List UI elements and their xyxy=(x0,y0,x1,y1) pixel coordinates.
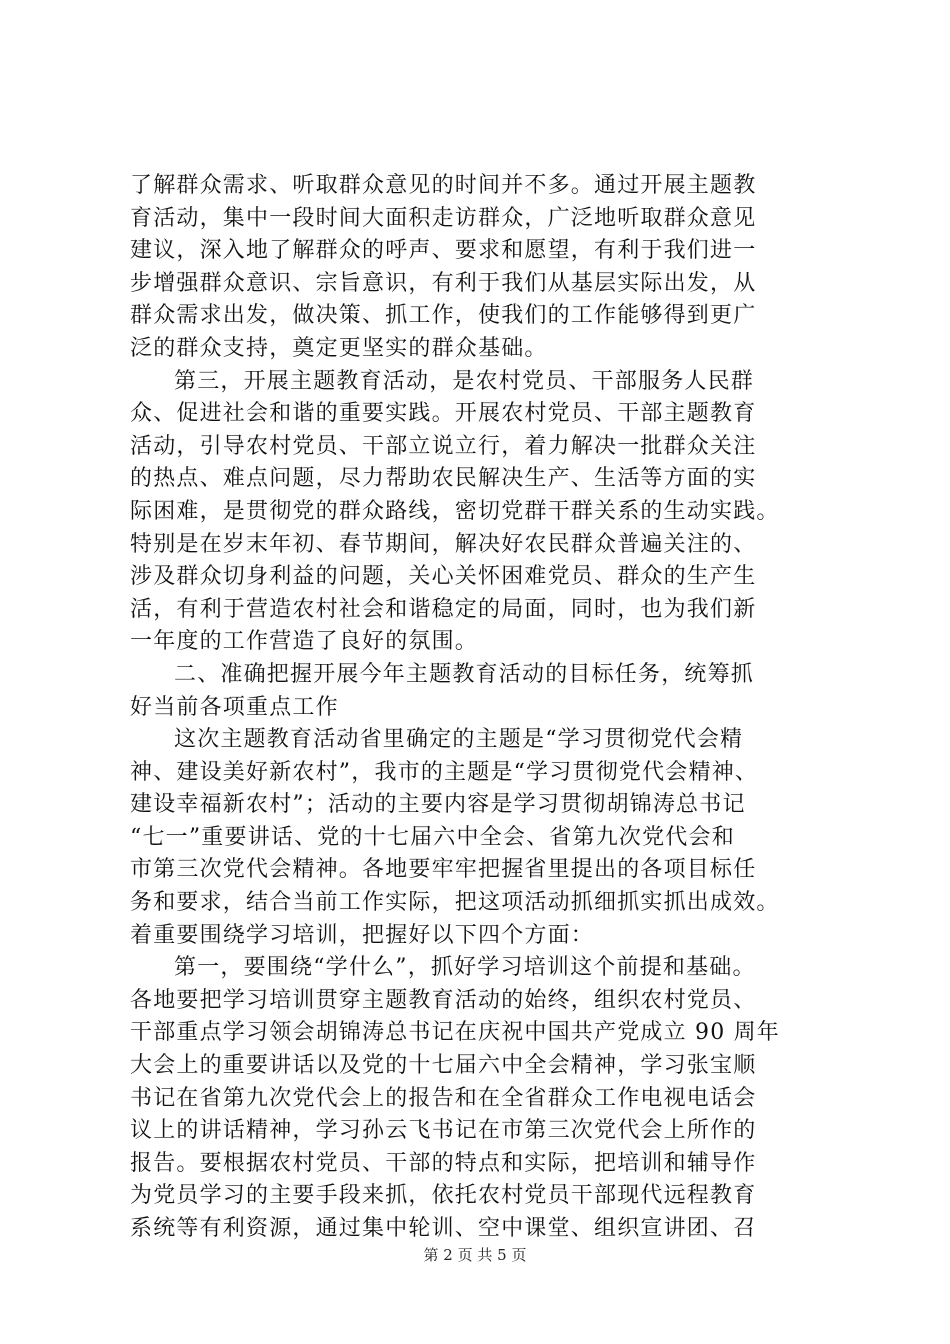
text-line: 特别是在岁末年初、春节期间，解决好农民群众普遍关注的、 xyxy=(130,531,757,557)
text-line: 一年度的工作营造了良好的氛围。 xyxy=(130,629,479,655)
text-line: 涉及群众切身利益的问题，关心关怀困难党员、群众的生产生 xyxy=(130,564,757,590)
text-line: 了解群众需求、听取群众意见的时间并不多。通过开展主题教 xyxy=(130,173,757,198)
text-line: 建设幸福新农村”；活动的主要内容是学习贯彻胡锦涛总书记 xyxy=(130,792,746,818)
text-line: 干部重点学习领会胡锦涛总书记在庆祝中国共产党成立 90 周年 xyxy=(130,1020,780,1046)
text-line: 活，有利于营造农村社会和谐稳定的局面，同时，也为我们新 xyxy=(130,596,757,622)
document-body xyxy=(130,170,830,1246)
text-line: 各地要把学习培训贯穿主题教育活动的始终，组织农村党员、 xyxy=(130,987,757,1013)
text-line: 众、促进社会和谐的重要实践。开展农村党员、干部主题教育 xyxy=(130,401,757,427)
text-line: 着重要围绕学习培训，把握好以下四个方面： xyxy=(130,922,595,948)
text-line: 育活动，集中一段时间大面积走访群众，广泛地听取群众意见 xyxy=(130,205,757,231)
text-line: 际困难，是贯彻党的群众路线，密切党群干群关系的生动实践。 xyxy=(130,498,780,524)
text-line: 二、准确把握开展今年主题教育活动的目标任务，统筹抓 xyxy=(174,661,755,687)
text-line: 群众需求出发，做决策、抓工作，使我们的工作能够得到更广 xyxy=(130,303,757,329)
text-line: 神、建设美好新农村”，我市的主题是“学习贯彻党代会精神、 xyxy=(130,759,759,785)
text-line: 活动，引导农村党员、干部立说立行，着力解决一批群众关注 xyxy=(130,433,757,459)
text-line: “七一”重要讲话、党的十七届六中全会、省第九次党代会和 xyxy=(130,824,735,850)
text-line: 大会上的重要讲话以及党的十七届六中全会精神，学习张宝顺 xyxy=(130,1053,757,1079)
text-line: 好当前各项重点工作 xyxy=(130,694,339,720)
text-line: 为党员学习的主要手段来抓，依托农村党员干部现代远程教育 xyxy=(130,1183,757,1209)
text-line: 泛的群众支持，奠定更坚实的群众基础。 xyxy=(130,335,548,361)
text-line: 议上的讲话精神，学习孙云飞书记在市第三次党代会上所作的 xyxy=(130,1118,757,1144)
text-line: 建议，深入地了解群众的呼声、要求和愿望，有利于我们进一 xyxy=(130,238,757,264)
text-line: 务和要求，结合当前工作实际，把这项活动抓细抓实抓出成效。 xyxy=(130,890,780,916)
text-line: 报告。要根据农村党员、干部的特点和实际，把培训和辅导作 xyxy=(130,1150,757,1176)
text-line: 系统等有利资源，通过集中轮训、空中课堂、组织宣讲团、召 xyxy=(130,1216,757,1241)
text-line: 第一，要围绕“学什么”，抓好学习培训这个前提和基础。 xyxy=(174,955,756,981)
text-line: 步增强群众意识、宗旨意识，有利于我们从基层实际出发，从 xyxy=(130,270,757,296)
text-line: 的热点、难点问题，尽力帮助农民解决生产、生活等方面的实 xyxy=(130,466,757,492)
text-line: 书记在省第九次党代会上的报告和在全省群众工作电视电话会 xyxy=(130,1085,757,1111)
page-footer: 第 2 页 共 5 页 xyxy=(423,1246,527,1264)
text-line: 市第三次党代会精神。各地要牢牢把握省里提出的各项目标任 xyxy=(130,857,757,883)
text-line: 第三，开展主题教育活动，是农村党员、干部服务人民群 xyxy=(174,368,755,394)
text-line: 这次主题教育活动省里确定的主题是“学习贯彻党代会精 xyxy=(174,727,744,753)
